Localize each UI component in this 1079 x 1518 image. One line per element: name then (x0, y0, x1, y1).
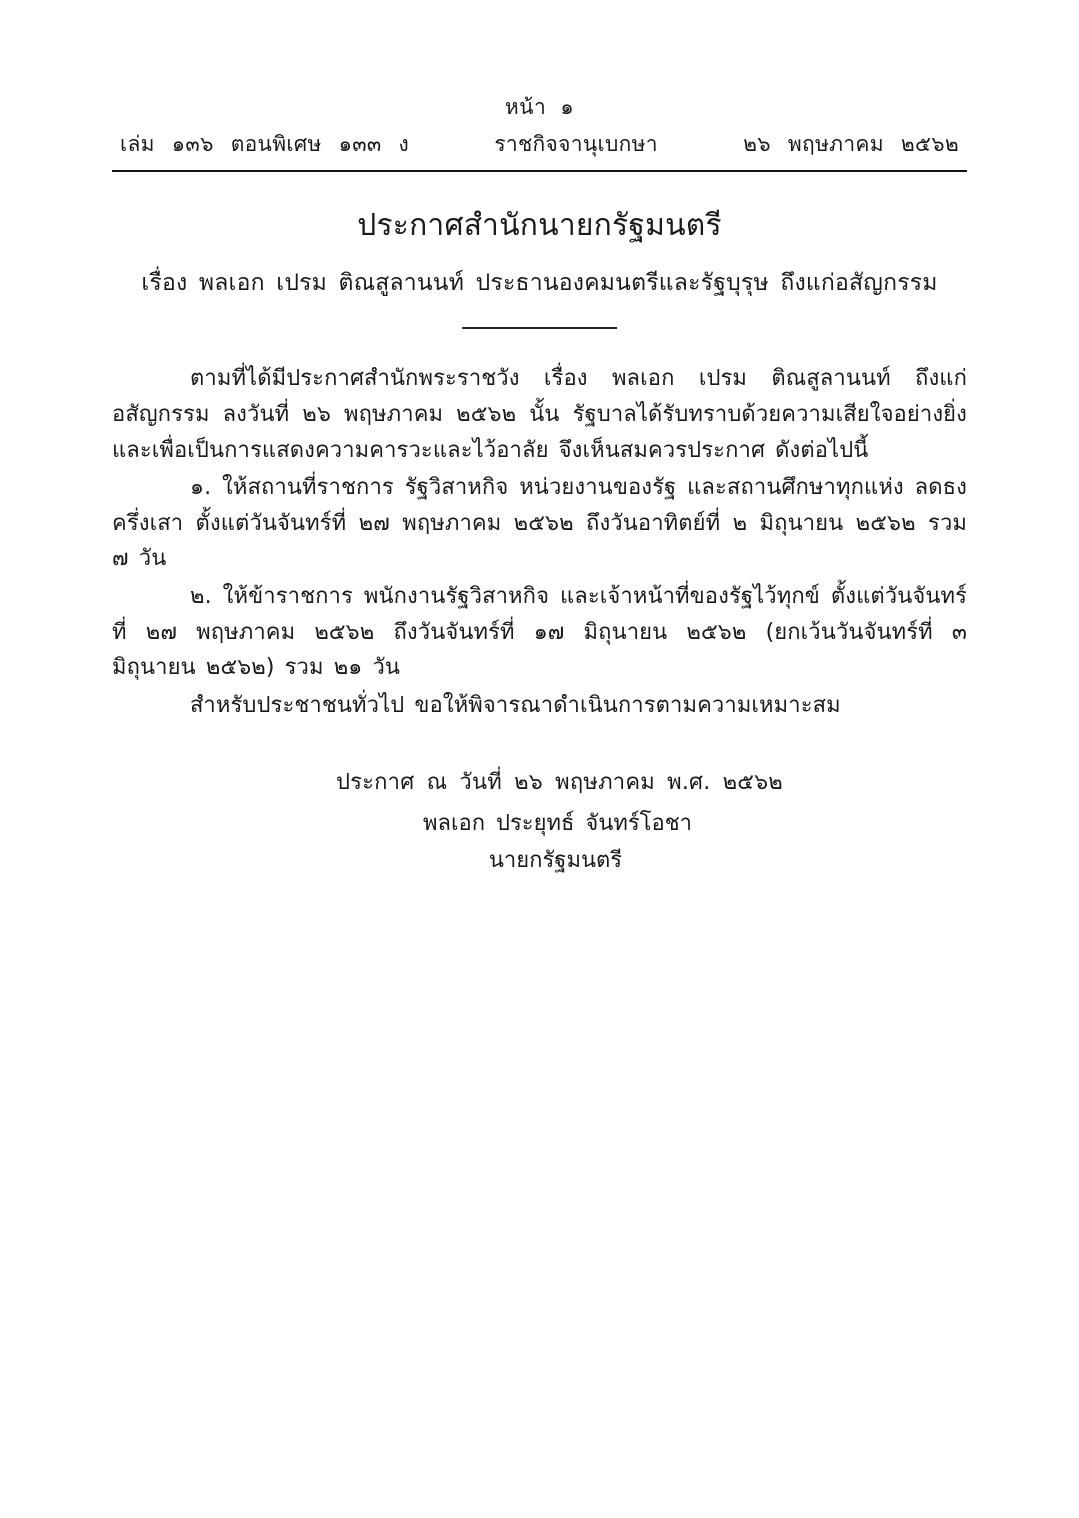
signature-block (112, 764, 967, 880)
body-paragraph-1: ตามที่ได้มีประกาศสำนักพระราชวัง เรื่อง พลเอก เปรม ติณสูลานนท์ ถึงแก่อสัญกรรม ลงวันที่ ๒๖ พฤษภาคม ๒๕๖๒ นั้น รัฐบาลได้รับทราบด้วยความเสียใจอย่างยิ่ง และเพื่อเป็นการแสดงความคารวะและไว้อาลัย จึงเห็นสมควรประกาศ ดังต่อไปนี้ (112, 366, 967, 463)
signatory-name: พลเอก ประยุทธ์ จันทร์โอชา (422, 810, 692, 836)
header-divider (112, 170, 967, 172)
body-paragraph-4: สำหรับประชาชนทั่วไป ขอให้พิจารณาดำเนินการตามความเหมาะสม (190, 692, 841, 718)
page-number: ๑ (560, 95, 575, 119)
volume-number: ๑๓๖ (171, 132, 214, 157)
gazette-header (112, 128, 967, 161)
page-number-line (112, 0, 967, 120)
header-date (743, 128, 959, 161)
document-body (112, 361, 967, 723)
section-letter: ง (398, 132, 410, 157)
date-day: ๒๖ (743, 132, 771, 157)
title-divider-wrap (112, 319, 967, 337)
title-divider (462, 327, 617, 329)
body-paragraph-2: ๑. ให้สถานที่ราชการ รัฐวิสาหกิจ หน่วยงานของรัฐ และสถานศึกษาทุกแห่ง ลดธงครึ่งเสา ตั้งแต่วันจันทร์ที่ ๒๗ พฤษภาคม ๒๕๖๒ ถึงวันอาทิตย์ที่ ๒ มิถุนายน ๒๕๖๒ รวม ๗ วัน (112, 475, 967, 572)
page-title: ประกาศสำนักนายกรัฐมนตรี (357, 208, 722, 244)
gazette-name: ราชกิจจานุเบกษา (494, 132, 658, 157)
date-year: ๒๕๖๒ (900, 132, 959, 157)
section-label: ตอนพิเศษ (230, 132, 322, 157)
document-subject: เรื่อง พลเอก เปรม ติณสูลานนท์ ประธานองคมนตรีและรัฐบุรุษ ถึงแก่อสัญกรรม (141, 270, 938, 297)
signatory-position: นายกรัฐมนตรี (488, 848, 623, 874)
signature-date: ประกาศ ณ วันที่ ๒๖ พฤษภาคม พ.ศ. ๒๕๖๒ (335, 769, 784, 795)
section-number: ๑๓๓ (338, 132, 382, 157)
body-paragraph-3: ๒. ให้ข้าราชการ พนักงานรัฐวิสาหกิจ และเจ้าหน้าที่ของรัฐไว้ทุกข์ ตั้งแต่วันจันทร์ที่ ๒๗ พฤษภาคม ๒๕๖๒ ถึงวันจันทร์ที่ ๑๗ มิถุนายน ๒๕๖๒ (ยกเว้นวันจันทร์ที่ ๓ มิถุนายน ๒๕๖๒) รวม ๒๑ วัน (112, 584, 967, 681)
volume-label: เล่ม (120, 132, 155, 157)
date-month: พฤษภาคม (787, 132, 884, 157)
page-label: หน้า (504, 95, 547, 119)
header-volume-info (120, 128, 409, 161)
